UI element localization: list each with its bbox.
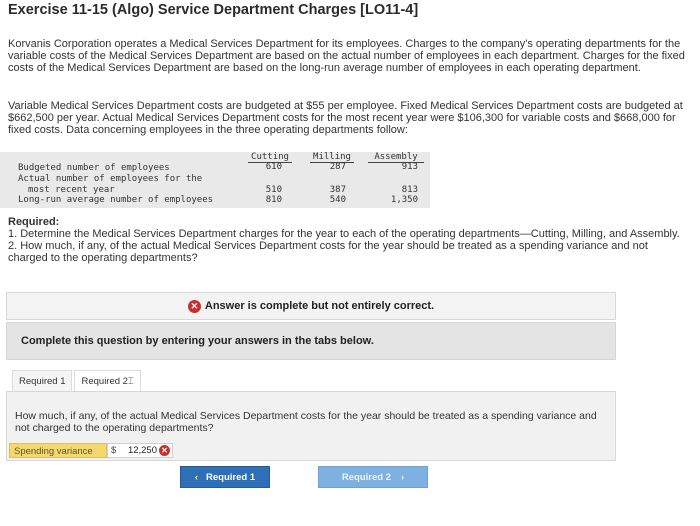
chevron-left-icon: ‹ bbox=[194, 471, 199, 483]
answer-value: 12,250 bbox=[127, 444, 157, 456]
table-cell: 610 bbox=[265, 162, 282, 172]
instructions-box bbox=[6, 322, 616, 360]
col-header-assembly: Assembly bbox=[368, 152, 424, 163]
table-cell: 540 bbox=[329, 195, 346, 205]
prev-tab-button[interactable] bbox=[180, 466, 270, 488]
table-cell: 913 bbox=[401, 162, 418, 172]
table-cell: 510 bbox=[265, 185, 282, 195]
tab-required-2[interactable] bbox=[74, 370, 140, 392]
table-cell: 387 bbox=[329, 185, 346, 195]
required-item-2: 2. How much, if any, of the actual Medical Services Department costs for the year should be treated as a spending variance and not charged to the operating departments? bbox=[8, 240, 648, 264]
table-cell: 287 bbox=[329, 162, 346, 172]
prev-tab-label: Required 1 bbox=[206, 471, 256, 483]
answer-row bbox=[9, 442, 173, 458]
tab-question: How much, if any, of the actual Medical Services Department costs for the year should be treated as a spending variance and not charged to the operating departments? bbox=[15, 410, 597, 434]
tab-required-1[interactable]: Required 1 bbox=[12, 370, 72, 392]
employee-data-table bbox=[0, 150, 460, 210]
next-tab-label: Required 2 bbox=[341, 471, 391, 483]
answer-label: Spending variance bbox=[9, 443, 107, 458]
next-tab-button[interactable] bbox=[318, 466, 428, 488]
exercise-title: Exercise 11-15 (Algo) Service Department Charges [LO11-4] bbox=[8, 2, 419, 18]
table-cell: 1,350 bbox=[390, 195, 418, 205]
intro-paragraph: Korvanis Corporation operates a Medical Services Department for its employees. Charges to the company's operating departments for the variable costs of the Medical Services Department are based on the actual number of employees in each department. Charges for the fixed costs of the Medical Services Department are based on the long-run average number of employees in each operating department. bbox=[8, 38, 685, 74]
row-label-longrun: Long-run average number of employees bbox=[18, 195, 214, 205]
table-cell: 813 bbox=[401, 185, 418, 195]
status-banner bbox=[6, 292, 616, 320]
status-banner-text: Answer is complete but not entirely correct. bbox=[204, 300, 435, 312]
required-heading: Required: bbox=[8, 216, 60, 228]
table-cell: 810 bbox=[265, 195, 282, 205]
tab-required-2-label: Required 2 bbox=[81, 376, 128, 387]
tab-panel bbox=[6, 391, 616, 461]
required-item-1: 1. Determine the Medical Services Department charges for the year to each of the operating departments—Cutting, Milling, and Assembly. bbox=[8, 228, 680, 240]
spending-variance-input[interactable] bbox=[107, 443, 173, 458]
incorrect-icon: ✕ bbox=[188, 300, 201, 313]
text-cursor-icon: ⌶ bbox=[127, 376, 134, 387]
col-header-milling: Milling bbox=[310, 152, 354, 163]
instructions-text: Complete this question by entering your answers in the tabs below. bbox=[21, 335, 374, 347]
row-label-budgeted: Budgeted number of employees bbox=[18, 163, 170, 173]
row-label-actual-cont: most recent year bbox=[28, 185, 115, 195]
col-header-cutting: Cutting bbox=[248, 152, 292, 163]
chevron-right-icon: › bbox=[400, 471, 405, 483]
tab-bar bbox=[12, 370, 143, 392]
incorrect-icon: ✕ bbox=[159, 445, 170, 456]
required-section bbox=[8, 216, 688, 264]
row-label-actual: Actual number of employees for the bbox=[18, 174, 203, 184]
cost-paragraph: Variable Medical Services Department costs are budgeted at $55 per employee. Fixed Medical Services Department costs are budgeted at $662,500 per year. Actual Medical Services Department costs for the most recent year were $106,300 for variable costs and $668,000 for fixed costs. Data concerning employees in the three operating departments follow: bbox=[8, 100, 683, 136]
currency-symbol: $ bbox=[111, 444, 117, 456]
